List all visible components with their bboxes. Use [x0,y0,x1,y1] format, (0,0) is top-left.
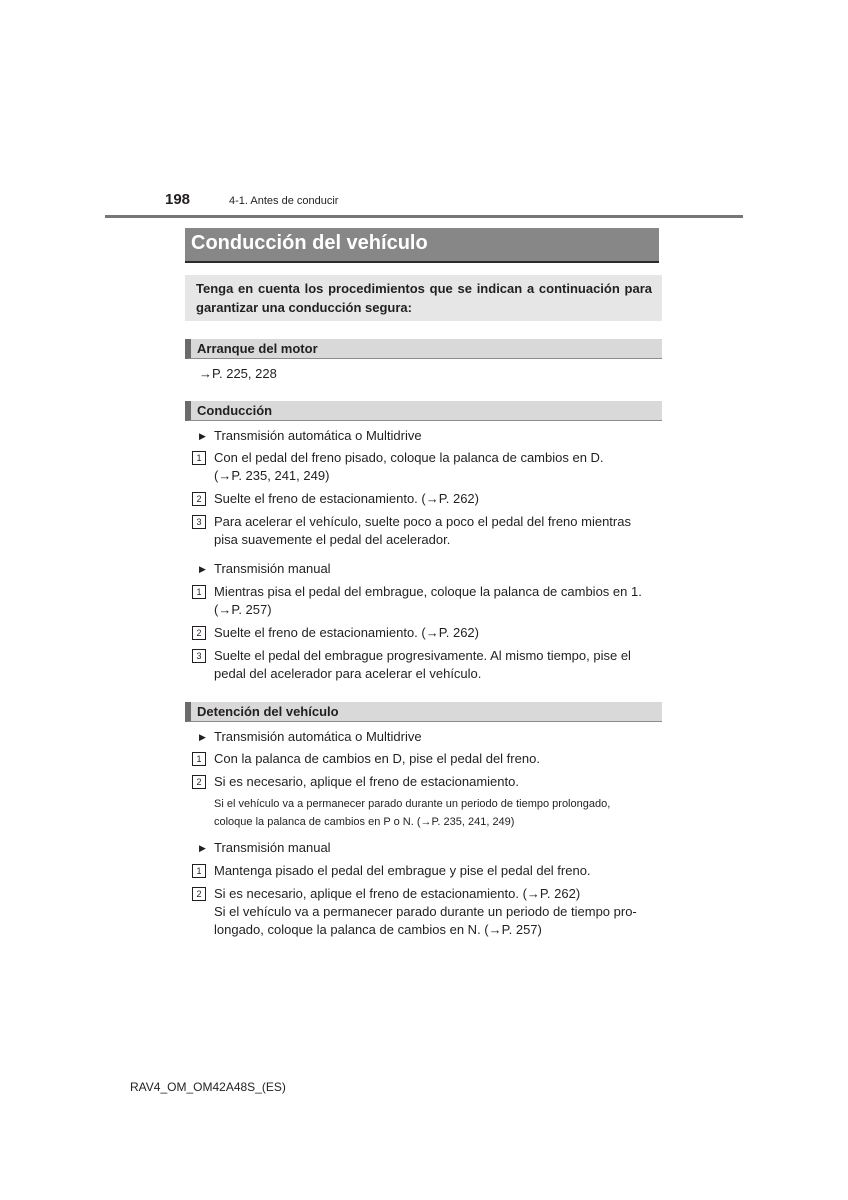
step-number-box: 2 [192,887,206,901]
page-reference: →P. 225, 228 [199,366,277,381]
note-line: Si el vehículo va a permanecer parado durante un periodo de tiempo prolongado, [214,798,611,810]
step-line: Si es necesario, aplique el freno de estacionamiento. [214,774,519,789]
triangle-bullet-icon: ▶ [199,732,206,742]
step-number-box: 2 [192,492,206,506]
step-line: Con el pedal del freno pisado, coloque la palanca de cambios en D. [214,450,604,465]
triangle-bullet-icon: ▶ [199,431,206,441]
step-number-box: 1 [192,585,206,599]
section-heading-stopping: Detención del vehículo [185,702,662,722]
page-number: 198 [165,191,191,208]
section-heading-driving: Conducción [185,401,662,421]
bullet-label: Transmisión automática o Multidrive [214,729,422,744]
step-text [214,583,660,619]
step-line: (→P. 235, 241, 249) [214,468,330,483]
step-line: Con la palanca de cambios en D, pise el pedal del freno. [214,751,540,766]
step-text [214,750,660,768]
step-number-box: 1 [192,451,206,465]
step-text [214,647,660,683]
step-number-box: 3 [192,515,206,529]
step-line: Suelte el pedal del embrague progresivamente. Al mismo tiempo, pise el [214,648,631,663]
step-number-box: 1 [192,752,206,766]
section-heading-engine-start: Arranque del motor [185,339,662,359]
step-line: Suelte el freno de estacionamiento. (→P. 262) [214,625,479,640]
triangle-bullet-icon: ▶ [199,564,206,574]
section-reference: 4-1. Antes de conducir [229,195,339,207]
intro-box: Tenga en cuenta los procedimientos que se indican a continuación para garantizar una conducción segura: [185,275,662,321]
note-line: coloque la palanca de cambios en P o N. (→P. 235, 241, 249) [214,816,515,828]
step-line: Si es necesario, aplique el freno de estacionamiento. (→P. 262) [214,886,581,901]
step-line: Si el vehículo va a permanecer parado durante un periodo de tiempo pro- [214,904,637,919]
bullet-item [199,728,422,746]
step-line: (→P. 257) [214,602,272,617]
header-rule [105,215,743,218]
step-line: Para acelerar el vehículo, suelte poco a poco el pedal del freno mientras [214,514,631,529]
page-title: Conducción del vehículo [185,228,659,263]
step-number-box: 1 [192,864,206,878]
bullet-label: Transmisión manual [214,840,331,855]
step-text [214,624,660,642]
step-number-box: 2 [192,775,206,789]
step-text [214,490,660,508]
step-text [214,862,660,880]
step-text [214,773,660,791]
step-line: pedal del acelerador para acelerar el vehículo. [214,666,482,681]
step-line: Suelte el freno de estacionamiento. (→P. 262) [214,491,479,506]
step-line: longado, coloque la palanca de cambios en N. (→P. 257) [214,922,542,937]
bullet-label: Transmisión manual [214,561,331,576]
step-number-box: 2 [192,626,206,640]
bullet-item [199,560,331,578]
triangle-bullet-icon: ▶ [199,843,206,853]
step-number-box: 3 [192,649,206,663]
step-line: pisa suavemente el pedal del acelerador. [214,532,451,547]
step-line: Mantenga pisado el pedal del embrague y pise el pedal del freno. [214,863,591,878]
bullet-item [199,427,422,445]
step-text [214,885,660,939]
step-note [214,795,660,831]
step-text [214,513,660,549]
step-line: Mientras pisa el pedal del embrague, coloque la palanca de cambios en 1. [214,584,642,599]
footer-code: RAV4_OM_OM42A48S_(ES) [130,1080,286,1094]
bullet-item [199,839,331,857]
step-text [214,449,660,485]
bullet-label: Transmisión automática o Multidrive [214,428,422,443]
